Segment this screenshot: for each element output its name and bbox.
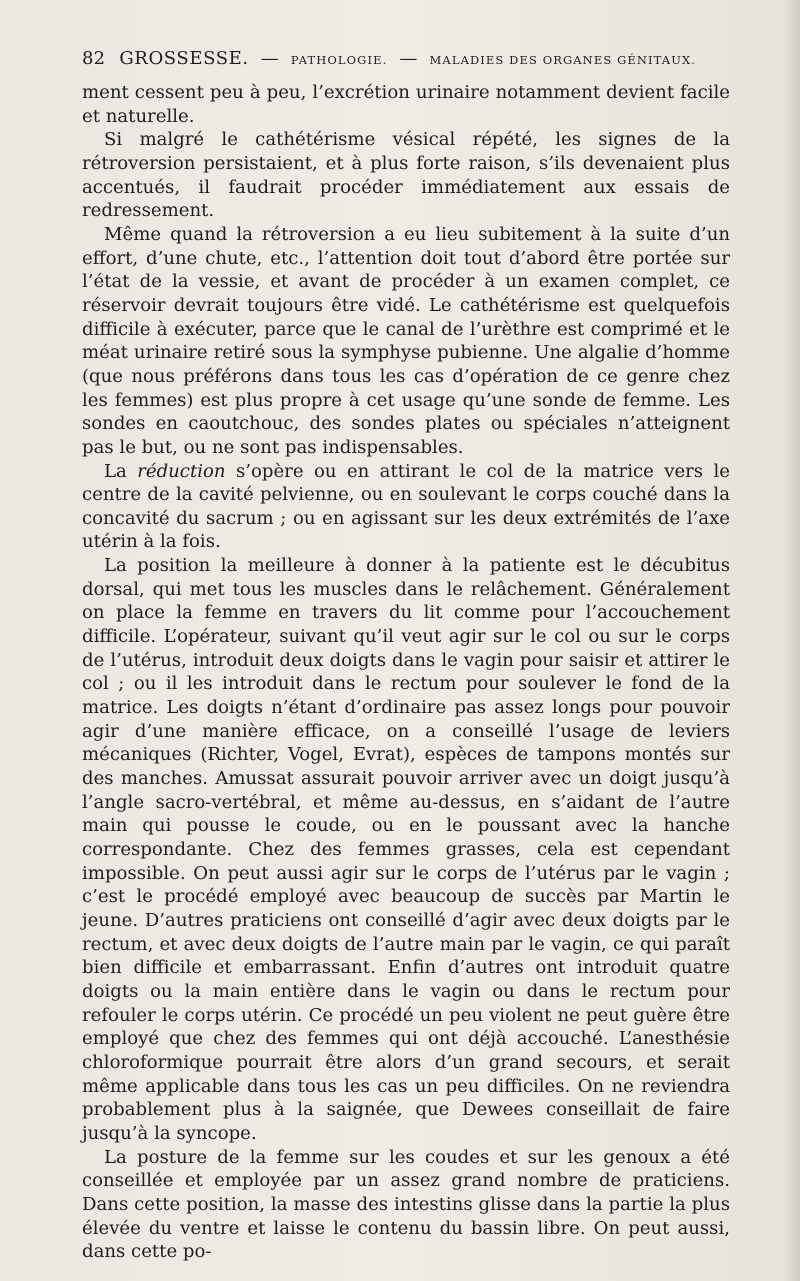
paragraph-continuation: ment cessent peu à peu, l’excrétion urinaire notamment devient facile et naturelle. [82, 82, 730, 127]
paragraph-position: La position la meilleure à donner à la patiente est le décubitus dorsal, qui met tous les muscles dans le relâchement. Généralement on place la femme en travers du lit comme pour l’accouchement difficile. L’opérateur, suivant qu’il veut agir sur le col ou sur le corps de l’utérus, introduit deux doigts dans le vagin pour saisir et attirer le col ; ou il les introduit dans le rectum pour soulever le fond de la matrice. Les doigts n’étant d’ordinaire pas assez longs pour pouvoir agir d’une manière efficace, on a conseillé l’usage de leviers mécaniques (Richter, Vogel, Evrat), espèces de tampons montés sur des manches. Amussat assurait pouvoir arriver avec un doigt jusqu’à l’angle sacro-vertébral, et même au-dessus, en s’aidant de l’autre main qui pousse le coude, ou en le poussant avec la hanche correspondante. Chez des femmes grasses, cela est cependant impossible. On peut aussi agir sur le corps de l’utérus par le vagin ; c’est le procédé employé avec beaucoup de succès par Martin le jeune. D’autres praticiens ont conseillé d’agir avec deux doigts par le rectum, et avec deux doigts de l’autre main par le vagin, ce qui paraît bien difficile et embarrassant. Enfin d’autres ont introduit quatre doigts ou la main entière dans le vagin ou dans le rectum pour refouler le corps utérin. Ce procédé un peu violent ne peut guère être employé que chez des femmes qui ont déjà accouché. L’anesthésie chloroformique pourrait être alors d’un grand secours, et serait même applicable dans tous les cas un peu difficiles. On ne reviendra probablement plus à la saignée, que Dewees conseillait de faire jusqu’à la syncope. [82, 555, 730, 1144]
paragraph-reduction [82, 460, 730, 555]
running-title: GROSSESSE. [119, 48, 249, 69]
header-dash: — [260, 48, 279, 69]
body-text [82, 81, 730, 1264]
reduction-term: réduction [137, 460, 226, 482]
paragraph-retroversion-subite: Même quand la rétroversion a eu lieu subitement à la suite d’un effort, d’une chute, etc., l’attention doit tout d’abord être portée sur l’état de la vessie, et avant de procéder à un examen complet, ce réservoir devrait toujours être vidé. Le cathétérisme est quelquefois difficile à exécuter, parce que le canal de l’urèthre est comprimé et le méat urinaire retiré sous la symphyse pubienne. Une algalie d’homme (que nous préférons dans tous les cas d’opération de ce genre chez les femmes) est plus propre à cet usage qu’une sonde de femme. Les sondes en caoutchouc, des sondes plates ou spéciales n’atteignent pas le but, ou ne sont pas indispensables. [82, 223, 730, 458]
reduction-rest: s’opère ou en attirant le col de la matrice vers le centre de la cavité pelvienne, ou en soulevant le corps couché dans la concavité du sacrum ; ou en agissant sur les deux extrémités de l’axe utérin à la fois. [82, 460, 730, 553]
running-header [82, 48, 730, 69]
header-section-maladies: MALADIES DES ORGANES GÉNITAUX. [429, 53, 697, 67]
header-dash: — [399, 48, 418, 69]
header-section-pathologie: PATHOLOGIE. [290, 53, 388, 67]
reduction-lead: La [104, 460, 138, 482]
paragraph-catheterisme: Si malgré le cathétérisme vésical répété, les signes de la rétroversion persistaient, et à plus forte raison, s’ils devenaient plus accentués, il faudrait procéder immédiatement aux essais de redressement. [82, 129, 730, 222]
paragraph-posture: La posture de la femme sur les coudes et sur les genoux a été conseillée et employée par un assez grand nombre de praticiens. Dans cette position, la masse des intestins glisse dans la partie la plus élevée du ventre et laisse le contenu du bassin libre. On peut aussi, dans cette po- [82, 1146, 730, 1263]
page-number: 82 [82, 48, 106, 69]
